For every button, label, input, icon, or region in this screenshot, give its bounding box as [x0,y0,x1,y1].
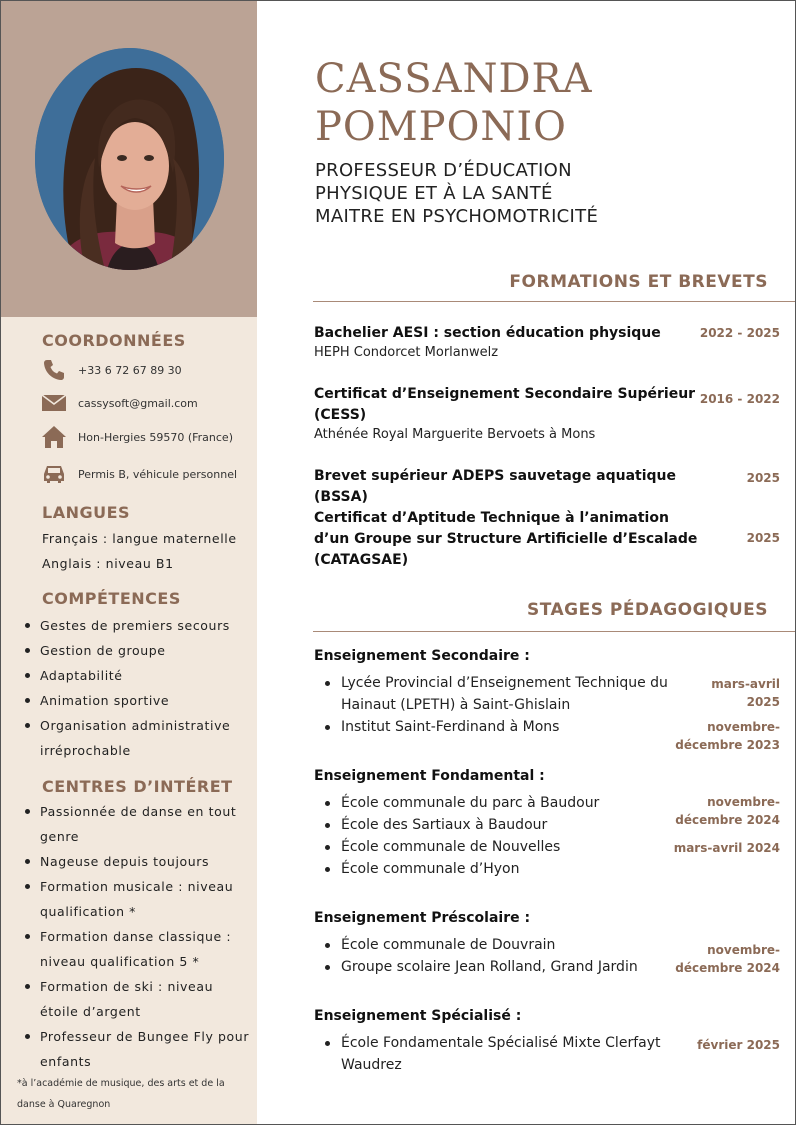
formation-school: Athénée Royal Marguerite Bervoets à Mons [314,427,596,442]
envelope-icon [41,391,67,415]
email-text: cassysoft@gmail.com [78,396,198,410]
stage-date: mars-avril 2025 [711,677,780,709]
stage-list [321,792,681,880]
interests-heading: CENTRES D’INTÉRET [42,777,233,796]
stage-list [321,934,681,978]
stage-item: Institut Saint-Ferdinand à Mons [321,716,681,738]
skill-item: Animation sportive [21,688,253,713]
formation-years: 2022 - 2025 [699,326,780,340]
stage-item: Groupe scolaire Jean Rolland, Grand Jardin [321,956,681,978]
job-title [315,159,598,228]
phone-text: +33 6 72 67 89 30 [78,363,182,377]
address-text: Hon-Hergies 59570 (France) [78,430,233,444]
language-item: Français : langue maternelle [42,531,237,546]
interest-item: Passionnée de danse en tout genre [21,799,253,849]
skill-item: Organisation administrative irréprochable [21,713,253,763]
skill-item: Adaptabilité [21,663,253,688]
person-name [315,55,593,151]
photo-panel [1,1,257,317]
stage-item: École communale du parc à Baudour [321,792,681,814]
car-icon [41,462,67,486]
contact-license [41,462,238,486]
stage-item: École Fondamentale Spécialisé Mixte Clerfayt Waudrez [321,1032,681,1076]
formation-title: Certificat d’Enseignement Secondaire Supérieur (CESS) [314,386,696,423]
section-divider [313,301,796,302]
stage-list [321,1032,681,1076]
name-last: POMPONIO [315,104,567,150]
formation-title: Bachelier AESI : section éducation physique [314,325,661,341]
profile-photo [35,48,224,270]
interest-item: Formation de ski : niveau étoile d’argent [21,974,253,1024]
skills-heading: COMPÉTENCES [42,589,181,608]
stage-item: École communale d’Hyon [321,858,681,880]
license-text: Permis B, véhicule personnel [78,467,238,481]
stage-group-heading: Enseignement Fondamental : [314,768,545,784]
name-first: CASSANDRA [315,56,593,102]
formations-heading: FORMATIONS ET BREVETS [509,272,768,292]
contact-heading: COORDONNÉES [42,331,186,350]
stage-item: École communale de Douvrain [321,934,681,956]
formation-years: 2016 - 2022 [699,392,780,406]
interests-list [21,799,253,1074]
skills-list [21,613,253,763]
stage-group-heading: Enseignement Spécialisé : [314,1008,522,1024]
formation-years: 2025 [746,531,780,545]
contact-email [41,391,198,415]
stage-date: novembre-décembre 2023 [675,720,780,752]
home-icon [41,425,67,449]
formation-title: Brevet supérieur ADEPS sauvetage aquatique (BSSA) [314,468,677,505]
formation-title: Certificat d’Aptitude Technique à l’animation d’un Groupe sur Structure Artificielle d’Escalade (CATAGSAE) [314,510,698,568]
stage-date: mars-avril 2024 [673,841,780,855]
stage-item: École des Sartiaux à Baudour [321,814,681,836]
stage-group-heading: Enseignement Préscolaire : [314,910,531,926]
stage-list [321,672,681,738]
stage-item: Lycée Provincial d’Enseignement Technique du Hainaut (LPETH) à Saint-Ghislain [321,672,681,716]
skill-item: Gestion de groupe [21,638,253,663]
interest-item: Nageuse depuis toujours [21,849,253,874]
job-line: PHYSIQUE ET À LA SANTÉ [315,183,553,204]
stages-heading: STAGES PÉDAGOGIQUES [526,600,768,620]
phone-icon [41,358,67,382]
stage-date: novembre-décembre 2024 [675,943,780,975]
languages-heading: LANGUES [42,503,131,522]
section-divider [313,631,796,632]
job-line: MAITRE EN PSYCHOMOTRICITÉ [315,206,599,227]
stage-group-heading: Enseignement Secondaire : [314,648,530,664]
contact-phone [41,358,182,382]
stage-date: février 2025 [697,1038,780,1052]
job-line: PROFESSEUR D’ÉDUCATION [315,160,572,181]
interest-item: Professeur de Bungee Fly pour enfants [21,1024,253,1074]
language-item: Anglais : niveau B1 [42,556,174,571]
skill-item: Gestes de premiers secours [21,613,253,638]
formation-school: HEPH Condorcet Morlanwelz [314,345,499,360]
formation-years: 2025 [746,471,780,485]
interest-item: Formation musicale : niveau qualification * [21,874,253,924]
interest-item: Formation danse classique : niveau qualification 5 * [21,924,253,974]
stage-date: novembre-décembre 2024 [675,795,780,827]
stage-item: École communale de Nouvelles [321,836,681,858]
footnote: *à l’académie de musique, des arts et de la danse à Quaregnon [17,1078,225,1110]
contact-address [41,425,233,449]
